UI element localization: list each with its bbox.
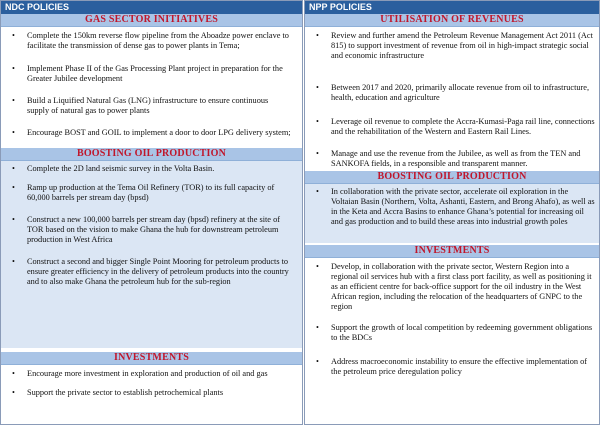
list-item: • In collaboration with the private sector, accelerate oil exploration in the Voltaian Basin (Northern, Volta, Ashanti, Eastern, and Brong Ahafo), as well as in the Keta and Accra Basins to enhance Ghana’s potential for increasing oil and gas production and to build these areas into industrial growth poles [316, 187, 595, 226]
npp-oil-title: BOOSTING OIL PRODUCTION [305, 171, 599, 184]
bullet-icon: • [12, 388, 15, 397]
bullet-icon: • [12, 31, 15, 40]
npp-oil-list [305, 187, 599, 227]
bullet-icon: • [12, 128, 15, 137]
list-item: • Leverage oil revenue to complete the Accra-Kumasi-Paga rail line, connections and the rehabilitation of the Western and Eastern Rail Lines. [316, 117, 595, 136]
bullet-icon: • [316, 323, 319, 332]
ndc-gas-section [1, 14, 302, 147]
npp-investments-section [305, 245, 599, 426]
bullet-icon: • [316, 187, 319, 196]
bullet-icon: • [316, 117, 319, 126]
bullet-icon: • [12, 183, 15, 192]
list-item: • Support the growth of local competition by redeeming government obligations to the BDCs [316, 323, 593, 342]
ndc-investments-list [1, 369, 302, 398]
list-item: • Between 2017 and 2020, primarily allocate revenue from oil to infrastructure, health, education and agriculture [316, 83, 590, 102]
npp-revenues-title: UTILISATION OF REVENUES [305, 14, 599, 27]
bullet-icon: • [316, 83, 319, 92]
ndc-oil-section [1, 148, 302, 348]
list-item: • Encourage BOST and GOIL to implement a door to door LPG delivery system; [12, 128, 291, 137]
ndc-oil-title: BOOSTING OIL PRODUCTION [1, 148, 302, 161]
list-item: • Ramp up production at the Tema Oil Refinery (TOR) to its full capacity of 60,000 barrels per stream day (bpsd) [12, 183, 275, 202]
ndc-gas-list [1, 31, 302, 138]
list-item: • Address macroeconomic instability to ensure the effective implementation of the petroleum price deregulation policy [316, 357, 588, 376]
bullet-icon: • [316, 357, 319, 366]
list-item: • Review and further amend the Petroleum Revenue Management Act 2011 (Act 815) to support investment of revenue from oil in high-impact strategic social and economic infrastructure [316, 31, 593, 60]
ndc-oil-list [1, 164, 302, 287]
bullet-icon: • [316, 262, 319, 271]
list-item: • Build a Liquified Natural Gas (LNG) infrastructure to ensure continuous supply of natural gas to power plants [12, 96, 269, 115]
ndc-policies-header: NDC POLICIES [1, 1, 302, 14]
list-item: • Develop, in collaboration with the private sector, Western Region into a regional oil services hub with a first class port facility, as well as positioning it as an efficient centre for back-office support for the oil industry in the West African region, including the relocation of the headquarters of GNPC to the region [316, 262, 592, 311]
bullet-icon: • [316, 149, 319, 158]
list-item: • Complete the 150km reverse flow pipeline from the Aboadze power enclave to facilitate the transmission of dense gas to power plants in Tema; [12, 31, 289, 50]
npp-revenues-list [305, 31, 599, 169]
bullet-icon: • [12, 164, 15, 173]
ndc-investments-section [1, 352, 302, 426]
npp-investments-list [305, 262, 599, 377]
npp-policies-column [304, 0, 600, 425]
list-item: • Implement Phase II of the Gas Processing Plant project in preparation for the Greater Jubilee development [12, 64, 283, 83]
list-item: • Encourage more investment in exploration and production of oil and gas [12, 369, 268, 378]
bullet-icon: • [12, 257, 15, 266]
list-item: • Support the private sector to establish petrochemical plants [12, 388, 224, 397]
bullet-icon: • [12, 369, 15, 378]
ndc-gas-title: GAS SECTOR INITIATIVES [1, 14, 302, 27]
npp-policies-header: NPP POLICIES [305, 1, 599, 14]
bullet-icon: • [12, 215, 15, 224]
bullet-icon: • [12, 64, 15, 73]
list-item: • Construct a second and bigger Single Point Mooring for petroleum products to ensure greater efficiency in the delivery of petroleum products into the country and to also make Ghana the petroleum hub for the sub-region [12, 257, 289, 286]
list-item: • Complete the 2D land seismic survey in the Volta Basin. [12, 164, 215, 173]
ndc-investments-title: INVESTMENTS [1, 352, 302, 365]
bullet-icon: • [12, 96, 15, 105]
npp-revenues-section [305, 14, 599, 171]
list-item: • Manage and use the revenue from the Jubilee, as well as from the TEN and SANKOFA fields, in a responsible and transparent manner. [316, 149, 581, 168]
list-item: • Construct a new 100,000 barrels per stream day (bpsd) refinery at the site of TOR based on the vision to make Ghana the hub for downstream petroleum production in West Africa [12, 215, 280, 244]
npp-investments-title: INVESTMENTS [305, 245, 599, 258]
npp-oil-section [305, 171, 599, 243]
bullet-icon: • [316, 31, 319, 40]
